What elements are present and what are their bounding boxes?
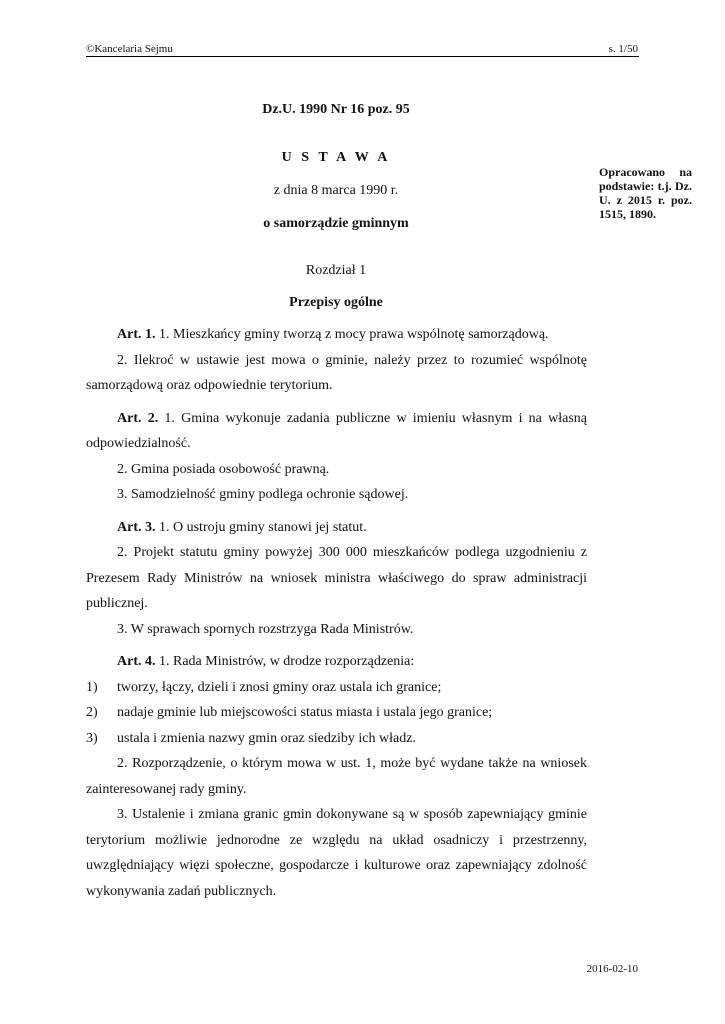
article-2-paragraph-2: 2. Gmina posiada osobowość prawną. <box>117 461 330 477</box>
list-item <box>86 700 587 726</box>
article-4-paragraph-3: 3. Ustalenie i zmiana granic gmin dokonywane są w sposób zapewniający gminie terytorium możliwie jednorodne ze względu na układ osadniczy i przestrzenny, uwzględniający więzi społeczne, gospodarcze i kulturowe oraz zapewniający zdolność wykonywania zadań publicznych. <box>86 807 587 899</box>
document-reference: Dz.U. 1990 Nr 16 poz. 95 <box>262 102 410 117</box>
article-2-paragraph-1: Art. 2. 1. Gmina wykonuje zadania publiczne w imieniu własnym i na własną odpowiedzialność. <box>86 410 587 451</box>
list-text: nadaje gminie lub miejscowości status miasta i ustala jego granice; <box>117 705 493 720</box>
article-3-paragraph-1: Art. 3. 1. O ustroju gminy stanowi jej statut. <box>117 519 367 535</box>
article-label: Art. 1. <box>117 327 156 342</box>
consolidation-note: Opracowano na podstawie: t.j. Dz. U. z 2015 r. poz. 1515, 1890. <box>599 165 692 221</box>
article-1-paragraph-2: 2. Ilekroć w ustawie jest mowa o gminie, należy przez to rozumieć wspólnotę samorządową oraz odpowiednie terytorium. <box>86 352 587 393</box>
chapter-title: Przepisy ogólne <box>289 295 383 310</box>
footer-date: 2016-02-10 <box>586 963 638 975</box>
list-item <box>86 726 587 752</box>
article-4-paragraph-1: Art. 4. 1. Rada Ministrów, w drodze rozporządzenia: <box>117 654 415 669</box>
list-text: tworzy, łączy, dzieli i znosi gminy oraz ustala ich granice; <box>117 679 442 695</box>
list-item <box>86 675 587 701</box>
list-number: 1) <box>86 679 98 695</box>
header-divider <box>86 56 639 57</box>
article-4-paragraph-2: 2. Rozporządzenie, o którym mowa w ust. 1, może być wydane także na wniosek zainteresowanej rady gminy. <box>86 756 587 797</box>
document-type: U S T A W A <box>281 150 391 165</box>
article-label: Art. 4. <box>117 654 156 669</box>
page-number: s. 1/50 <box>608 43 638 55</box>
document-date: z dnia 8 marca 1990 r. <box>273 183 399 198</box>
document-title: o samorządzie gminnym <box>263 216 409 231</box>
article-1-paragraph-1: Art. 1. 1. Mieszkańcy gminy tworzą z mocy prawa wspólnotę samorządową. <box>117 327 549 342</box>
header-publisher: ©Kancelaria Sejmu <box>86 43 173 55</box>
article-3-paragraph-3: 3. W sprawach spornych rozstrzyga Rada Ministrów. <box>117 621 414 637</box>
document-body <box>86 322 587 904</box>
article-label: Art. 3. <box>117 519 156 535</box>
list-text: ustala i zmienia nazwy gmin oraz siedziby ich władz. <box>117 730 416 746</box>
list-number: 3) <box>86 730 98 746</box>
chapter-number: Rozdział 1 <box>305 263 367 278</box>
list-number: 2) <box>86 705 98 720</box>
article-2-paragraph-3: 3. Samodzielność gminy podlega ochronie sądowej. <box>117 487 409 502</box>
article-label: Art. 2. <box>117 410 159 426</box>
article-3-paragraph-2: 2. Projekt statutu gminy powyżej 300 000 mieszkańców podlega uzgodnieniu z Prezesem Rady Ministrów na wniosek ministra właściwego do spraw administracji publicznej. <box>86 545 587 611</box>
